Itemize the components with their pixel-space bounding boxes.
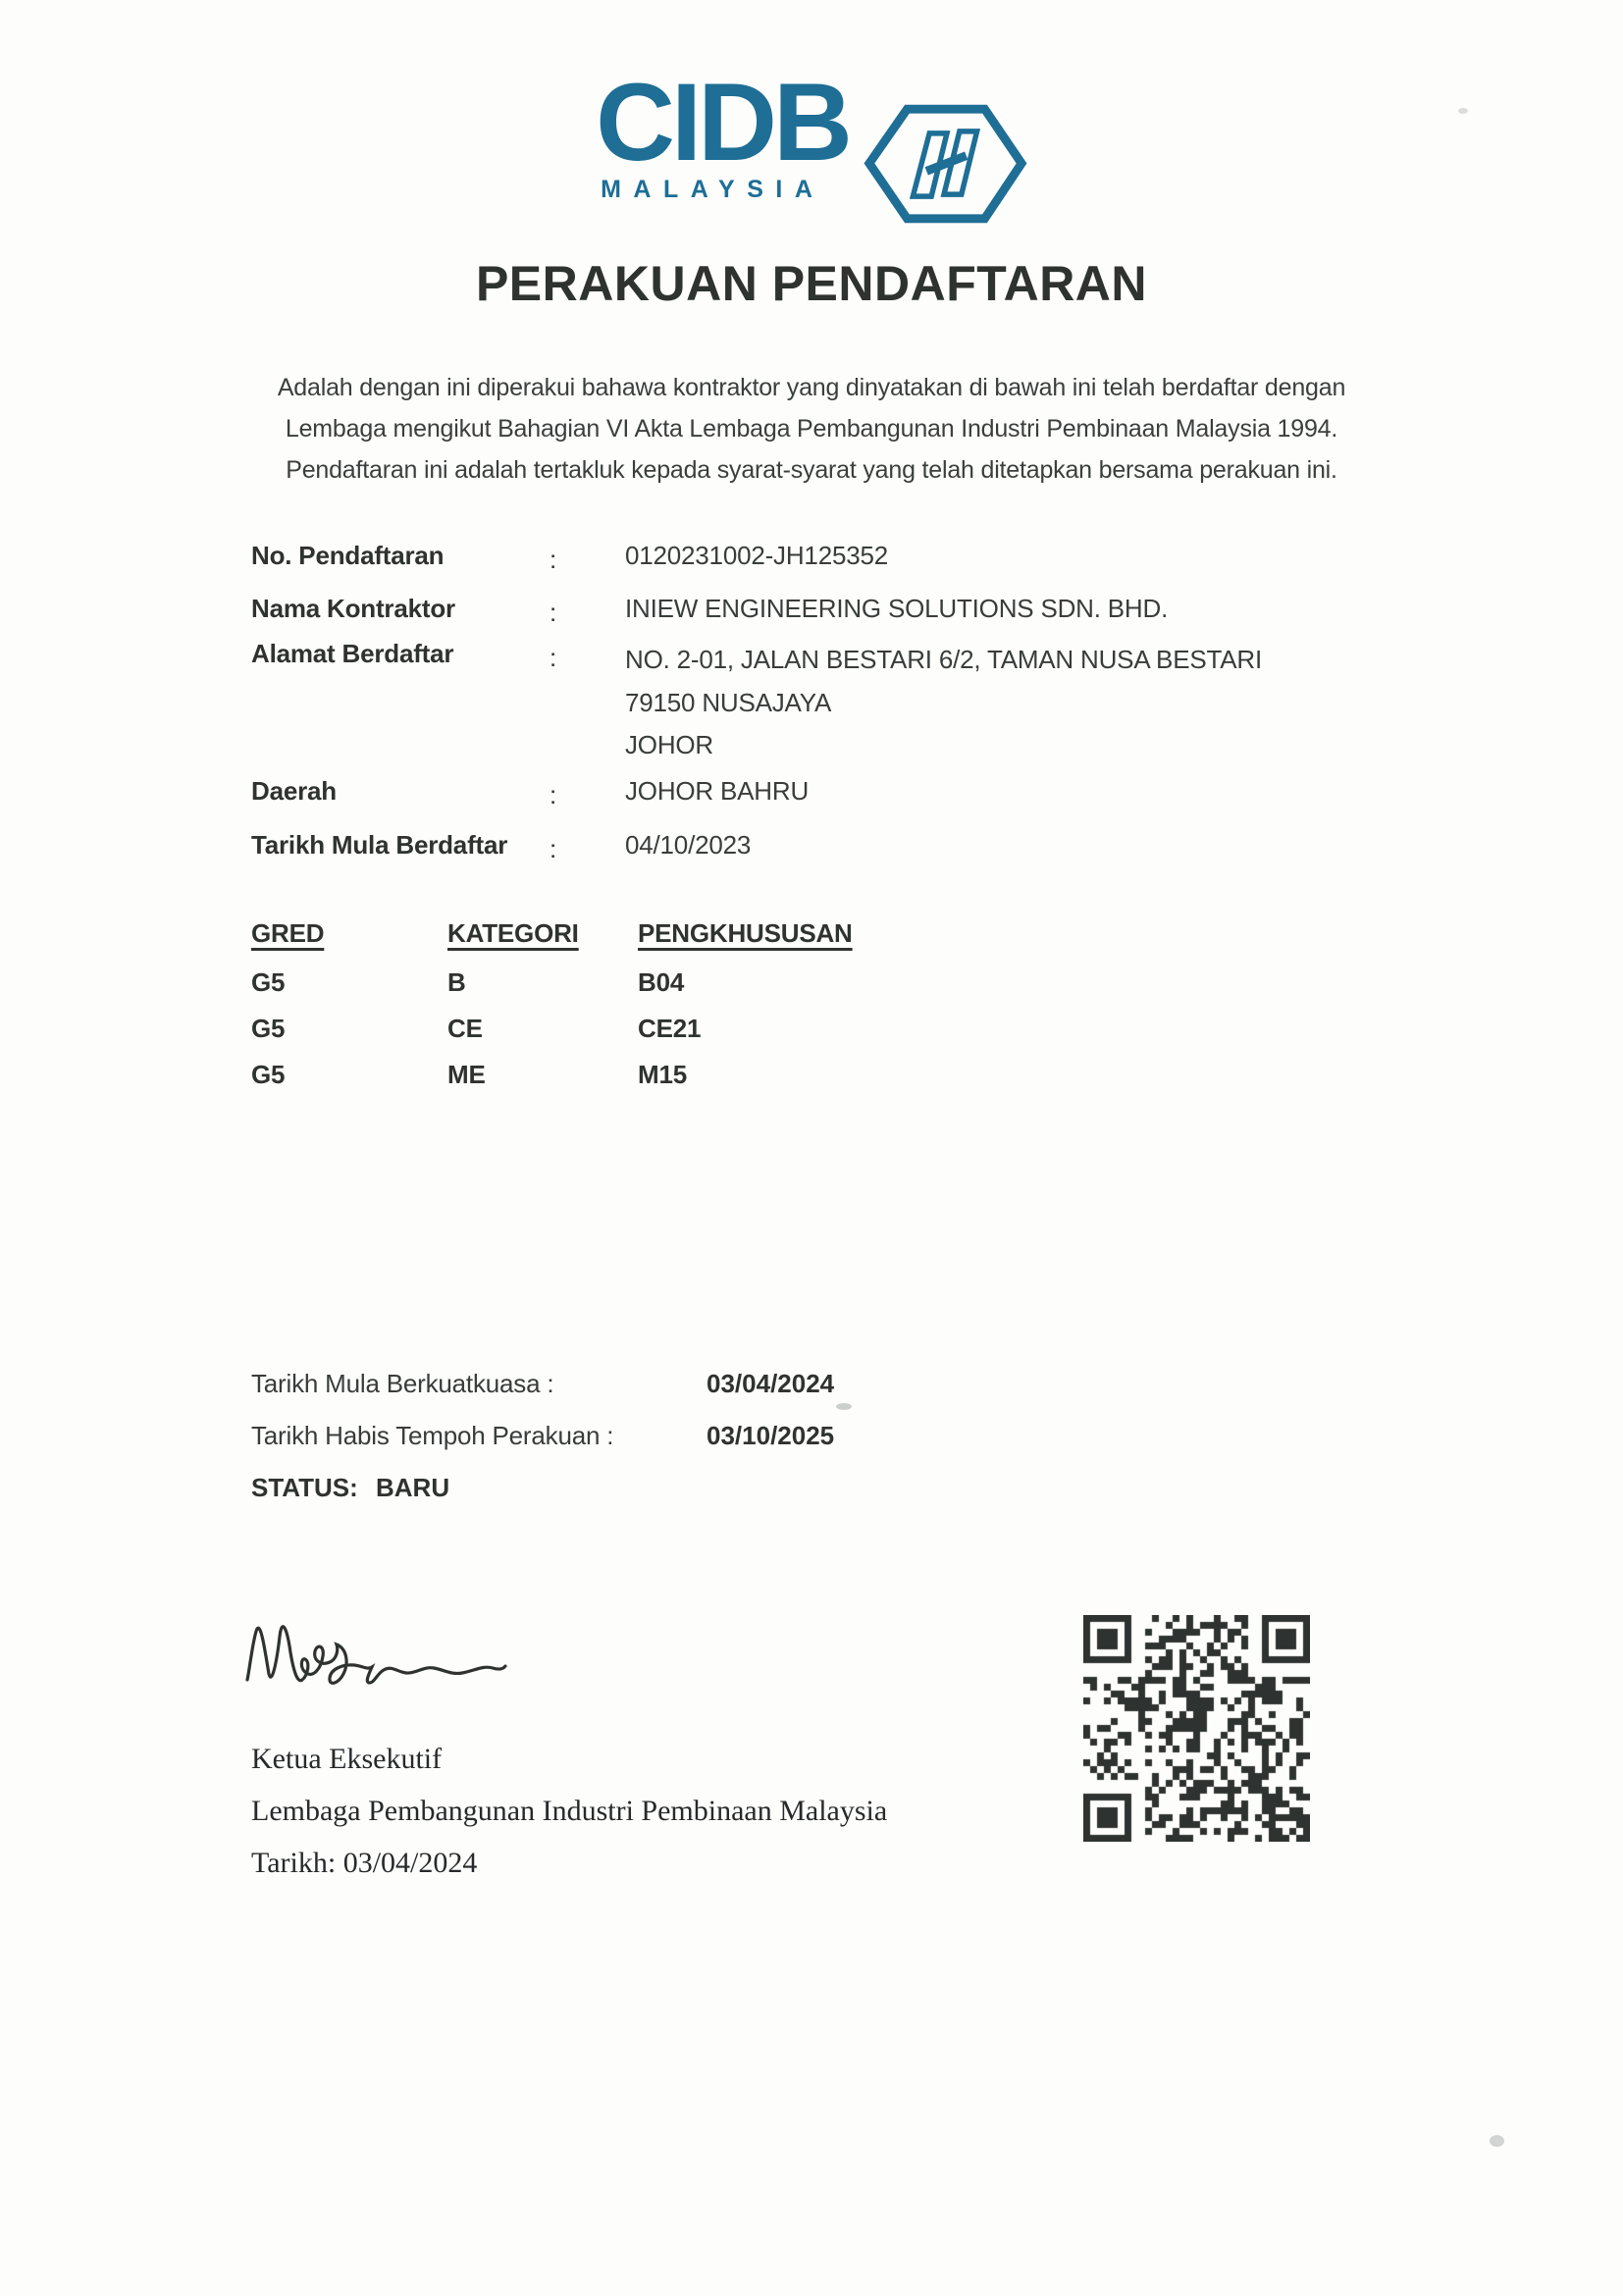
table-header-kategori: KATEGORI [447, 918, 579, 948]
field-label: Nama Kontraktor [251, 594, 455, 623]
intro-line: Adalah dengan ini diperakui bahawa kontraktor yang dinyatakan di bawah ini telah berdaftar dengan [277, 374, 1346, 401]
table-cell: ME [447, 1060, 486, 1089]
cidb-logo-text: CIDB [596, 61, 849, 183]
field-value: JOHOR BAHRU [625, 776, 810, 806]
footer-date: Tarikh: 03/04/2024 [251, 1847, 478, 1879]
table-cell: B04 [638, 967, 685, 997]
intro-line: Lembaga mengikut Bahagian VI Akta Lembaga Pembangunan Industri Pembinaan Malaysia 1994. [285, 415, 1338, 443]
cidb-logo [0, 61, 1623, 225]
field-colon: : [550, 834, 557, 863]
footer-signatory-title: Ketua Eksekutif [251, 1743, 443, 1775]
validity-label: Tarikh Habis Tempoh Perakuan : [251, 1421, 614, 1450]
field-colon: : [550, 780, 557, 809]
table-cell: B [447, 967, 466, 997]
field-label: Tarikh Mula Berdaftar [251, 830, 508, 860]
address-line: 79150 NUSAJAYA [625, 687, 832, 717]
scan-artifact-dot [1490, 2135, 1504, 2147]
scan-artifact-dot [836, 1403, 852, 1410]
field-label: Daerah [251, 776, 337, 806]
cidb-logo-textblock [596, 61, 849, 204]
footer-organization: Lembaga Pembangunan Industri Pembinaan Malaysia [251, 1795, 888, 1827]
field-colon: : [550, 643, 557, 672]
table-header-gred: GRED [251, 918, 325, 948]
status-badge: BARU [376, 1473, 450, 1502]
table-cell: CE [447, 1014, 483, 1043]
field-value [625, 639, 1262, 767]
field-label: No. Pendaftaran [251, 541, 445, 570]
cidb-logo-subtext: MALAYSIA [601, 176, 825, 204]
validity-value: 03/10/2025 [707, 1421, 835, 1450]
table-cell: CE21 [638, 1014, 702, 1043]
validity-label: Tarikh Mula Berkuatkuasa : [251, 1369, 554, 1398]
field-colon: : [550, 545, 557, 574]
intro-paragraph [0, 367, 1623, 491]
address-line: JOHOR [625, 730, 714, 759]
certificate-title: PERAKUAN PENDAFTARAN [475, 256, 1148, 311]
field-colon: : [550, 598, 557, 627]
validity-value: 03/04/2024 [707, 1369, 835, 1398]
intro-line: Pendaftaran ini adalah tertakluk kepada syarat-syarat yang telah ditetapkan bersama perakuan ini. [286, 456, 1337, 484]
field-value: 0120231002-JH125352 [625, 541, 888, 570]
table-header-pengkhususan: PENGKHUSUSAN [638, 918, 853, 948]
table-cell: M15 [638, 1060, 687, 1089]
address-line: NO. 2-01, JALAN BESTARI 6/2, TAMAN NUSA BESTARI [625, 645, 1262, 674]
field-label: Alamat Berdaftar [251, 639, 454, 668]
table-cell: G5 [251, 1060, 286, 1089]
status-label: STATUS: [251, 1473, 358, 1502]
qr-code [1083, 1615, 1310, 1842]
table-cell: G5 [251, 1014, 286, 1043]
cidb-hexagon-icon [863, 103, 1027, 225]
signature-image [241, 1603, 524, 1697]
table-cell: G5 [251, 967, 286, 997]
field-value: INIEW ENGINEERING SOLUTIONS SDN. BHD. [625, 594, 1169, 623]
scan-artifact-dot [1458, 108, 1468, 114]
field-value: 04/10/2023 [625, 830, 752, 860]
